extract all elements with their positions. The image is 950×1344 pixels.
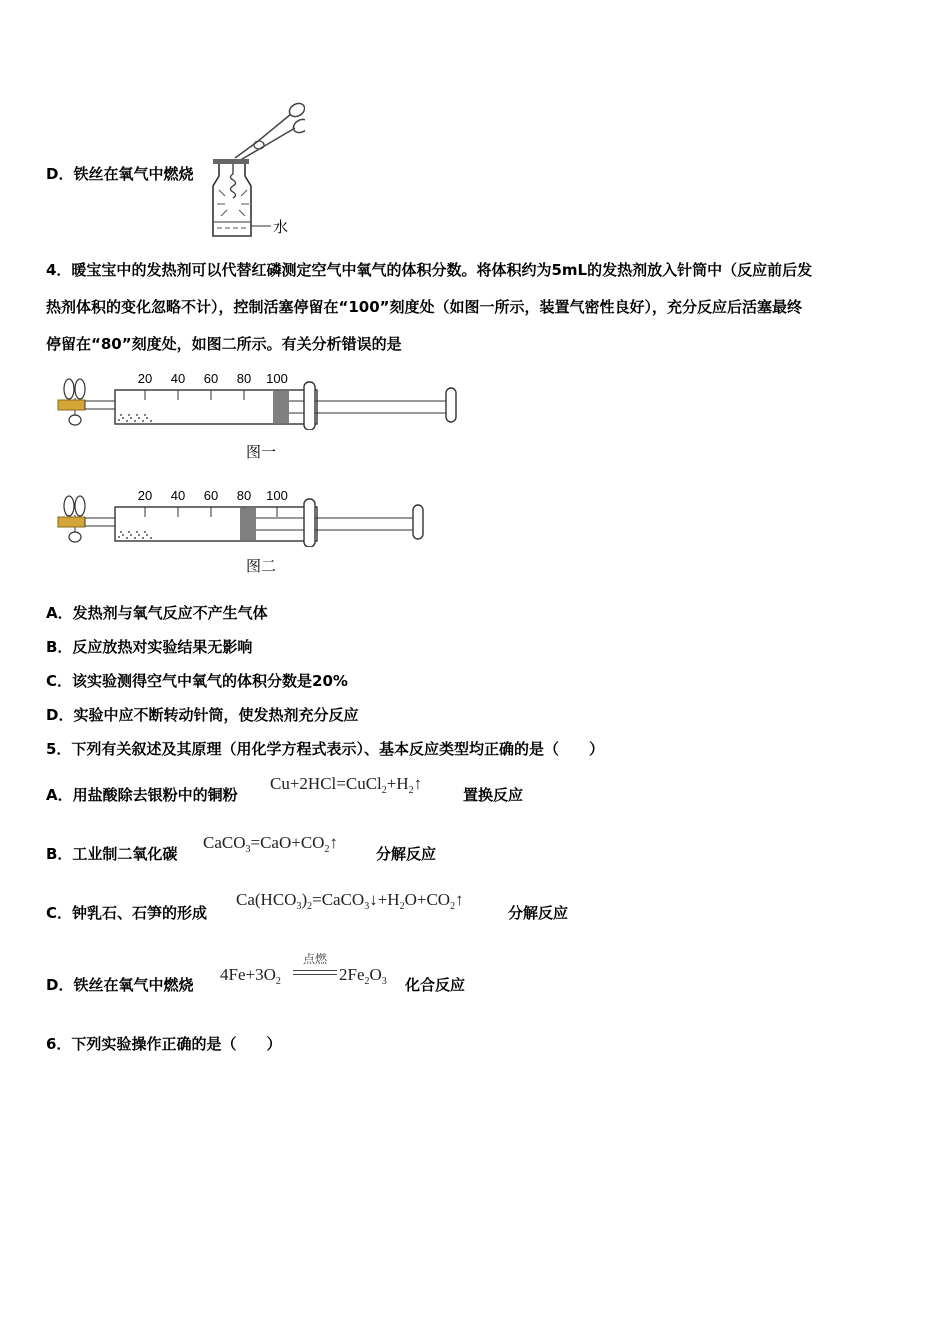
q4-option-b: B．反应放热对实验结果无影响 [46, 638, 253, 656]
equation-d-right: $2Fe_2O_3$ [339, 965, 387, 987]
q5-option-c-label: C．钟乳石、石笋的形成 [46, 904, 208, 922]
q5-option-b-type: 分解反应 [376, 845, 437, 863]
tick-label: 100 [266, 371, 288, 386]
syringe-figure-2 [55, 485, 465, 547]
tick-label: 40 [170, 371, 186, 386]
tick-label: 60 [203, 371, 219, 386]
tick-label: 80 [236, 488, 252, 503]
tick-label: 20 [137, 371, 153, 386]
tick-label: 60 [203, 488, 219, 503]
tick-label: 40 [170, 488, 186, 503]
q5-option-a-label: A．用盐酸除去银粉中的铜粉 [46, 786, 238, 804]
q5-stem: 5．下列有关叙述及其原理（用化学方程式表示）、基本反应类型均正确的是（ ） [46, 740, 604, 758]
q3-option-d [46, 163, 193, 185]
q4-option-d: D．实验中应不断转动针筒，使发热剂充分反应 [46, 706, 359, 724]
q4-stem [46, 252, 906, 363]
q4-stem-line-2: 热剂体积的变化忽略不计），控制活塞停留在“100”刻度处（如图一所示，装置气密性良好），充分反应后活塞最终 [46, 298, 803, 316]
q5-option-c-type: 分解反应 [508, 904, 569, 922]
q4-stem-line-1: 4．暖宝宝中的发热剂可以代替红磷测定空气中氧气的体积分数。将体积约为5mL的发热剂放入针筒中（反应前后发 [46, 261, 813, 279]
equation-a: $Cu+2HCl=CuCl_2+H_2↑$ [270, 774, 423, 796]
q4-option-c: C．该实验测得空气中氧气的体积分数是20% [46, 672, 348, 690]
tick-label: 80 [236, 371, 252, 386]
iron-wire-combustion-apparatus [205, 98, 305, 246]
reaction-condition: 点燃 [302, 952, 327, 966]
plunger-thumb [413, 505, 423, 539]
tick-label: 20 [137, 488, 153, 503]
equation-c: $Ca(HCO_3)_2=CaCO_3↓+H_2O+CO_2↑$ [236, 890, 464, 912]
syringe-figure-1 [55, 368, 465, 430]
syringe-flange [304, 382, 315, 430]
q3-option-d-text: 铁丝在氧气中燃烧 [73, 165, 194, 183]
q6-stem: 6．下列实验操作正确的是（ ） [46, 1035, 282, 1053]
clamp-icon [58, 496, 85, 542]
q3-option-d-label: D． [46, 165, 74, 183]
double-line-bottom [293, 974, 337, 975]
figure-2-caption: 图二 [246, 557, 277, 575]
q5-option-d-label: D．铁丝在氧气中燃烧 [46, 976, 194, 994]
q5-option-d-type: 化合反应 [405, 976, 466, 994]
q4-stem-line-3: 停留在“80”刻度处，如图二所示。有关分析错误的是 [46, 335, 402, 353]
water-label: 水 [273, 218, 289, 236]
equation-b: $CaCO_3=CaO+CO_2↑$ [203, 833, 338, 855]
figure-1-caption: 图一 [246, 443, 277, 461]
q5-option-a-type: 置换反应 [463, 786, 524, 804]
plunger-head [240, 508, 256, 540]
q5-option-b-label: B．工业制二氧化碳 [46, 845, 178, 863]
plunger-thumb [446, 388, 456, 422]
equation-d-left: $4Fe+3O_2$ [220, 965, 281, 987]
tick-label: 100 [266, 488, 288, 503]
double-line-top [293, 970, 337, 971]
q4-option-a: A．发热剂与氧气反应不产生气体 [46, 604, 268, 622]
plunger-head [273, 391, 289, 423]
syringe-flange [304, 499, 315, 547]
clamp-icon [58, 379, 85, 425]
